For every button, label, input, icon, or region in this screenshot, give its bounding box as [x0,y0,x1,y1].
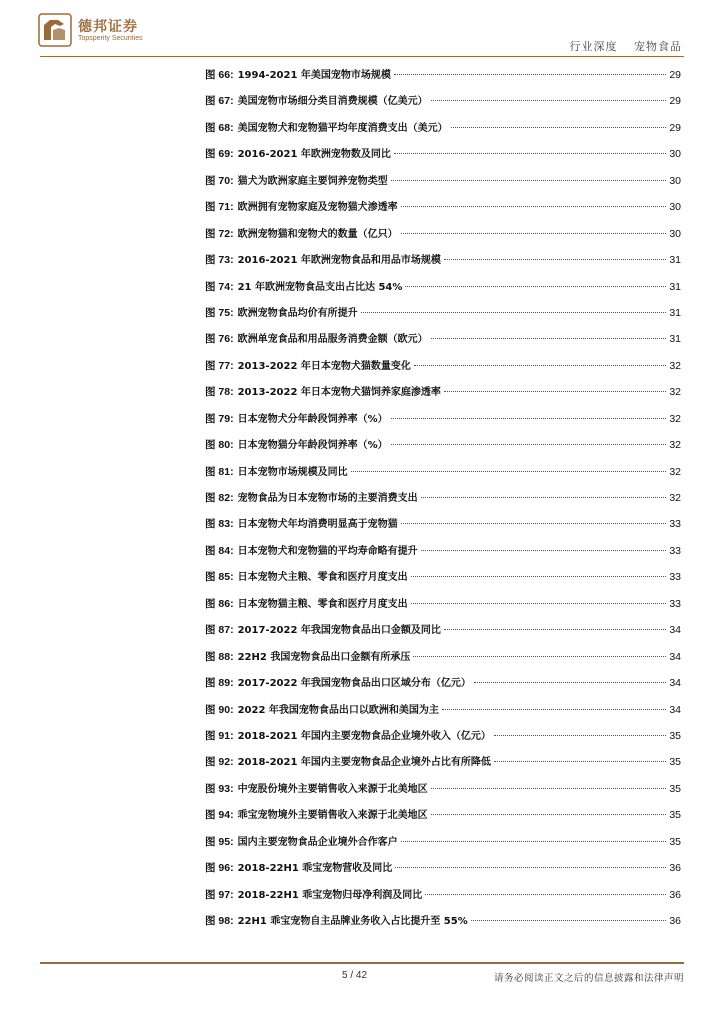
dot-leader [421,497,667,498]
dot-leader [391,444,667,445]
dot-leader [442,709,666,710]
figure-title: 2018-2021 年国内主要宠物食品企业境外收入（亿元） [237,730,491,742]
page-number: 34 [669,650,681,663]
figure-title: 2022 年我国宠物食品出口以欧洲和美国为主 [237,704,439,716]
dot-leader [411,603,667,604]
figure-title: 2016-2021 年欧洲宠物数及同比 [237,149,391,161]
toc-entry[interactable] [205,541,681,567]
figure-number: 图 68: [205,121,234,134]
figure-number: 图 86: [205,597,234,610]
figure-title: 日本宠物猫分年龄段饲养率（%） [237,440,388,452]
figure-number: 图 66: [205,69,234,81]
figure-title: 日本宠物犬分年龄段饲养率（%） [237,413,388,425]
page-number: 35 [669,729,681,742]
dot-leader [405,286,666,287]
figure-number: 图 70: [205,174,234,187]
dot-leader [413,656,666,657]
toc-entry[interactable] [205,567,681,593]
figure-number: 图 84: [205,544,234,557]
figure-number: 图 73: [205,254,234,267]
dot-leader [471,920,667,921]
page-number: 30 [669,148,681,161]
figure-list [205,65,681,937]
dot-leader [421,550,667,551]
dot-leader [394,153,666,154]
figure-title: 猫犬为欧洲家庭主要饲养宠物类型 [237,175,388,187]
legal-disclaimer: 请务必阅读正文之后的信息披露和法律声明 [493,973,684,984]
dot-leader [391,418,667,419]
dot-leader [444,391,666,392]
toc-entry[interactable] [205,779,681,805]
page-indicator: 5 / 42 [342,970,368,981]
figure-title: 2018-22H1 乖宝宠物归母净利润及同比 [237,889,423,901]
dot-leader [431,338,667,339]
figure-number: 图 76: [205,333,234,346]
toc-entry[interactable] [205,462,681,488]
dot-leader [494,761,666,762]
figure-number: 图 78: [205,386,234,399]
figure-title: 2016-2021 年欧洲宠物食品和用品市场规模 [237,255,441,267]
figure-title: 欧洲宠物食品均价有所提升 [237,307,358,319]
page-number: 35 [669,756,681,769]
figure-title: 2018-2021 年国内主要宠物食品企业境外占比有所降低 [237,757,491,769]
figure-title: 日本宠物市场规模及同比 [237,466,348,478]
toc-entry[interactable] [205,197,681,223]
toc-entry[interactable] [205,858,681,884]
figure-number: 图 94: [205,809,234,822]
dot-leader [474,682,666,683]
page-number: 30 [669,174,681,187]
page-number: 36 [669,862,681,875]
page-number: 32 [669,359,681,372]
figure-number: 图 74: [205,280,234,293]
report-topic: 宠物食品 [634,40,682,53]
page-number: 35 [669,835,681,848]
toc-entry[interactable] [205,594,681,620]
page-header [0,0,724,60]
toc-entry[interactable] [205,65,681,91]
toc-entry[interactable] [205,329,681,355]
header-divider [40,56,684,57]
page-number: 31 [669,306,681,319]
figure-number: 图 91: [205,729,234,742]
figure-title: 乖宝宠物境外主要销售收入来源于北美地区 [237,810,428,822]
figure-title: 日本宠物犬和宠物猫的平均寿命略有提升 [237,545,418,557]
figure-title: 日本宠物猫主粮、零食和医疗月度支出 [237,598,408,610]
figure-title: 美国宠物市场细分类目消费规模（亿美元） [237,96,428,108]
figure-number: 图 82: [205,492,234,504]
page-number: 31 [669,333,681,346]
toc-entry[interactable] [205,91,681,117]
toc-entry[interactable] [205,911,681,937]
figure-title: 欧洲拥有宠物家庭及宠物猫犬渗透率 [237,202,398,214]
dot-leader [494,735,666,736]
figure-number: 图 75: [205,306,234,319]
page-number: 34 [669,703,681,716]
toc-entry[interactable] [205,885,681,911]
page-number: 32 [669,465,681,478]
toc-entry[interactable] [205,726,681,752]
figure-title: 美国宠物犬和宠物猫平均年度消费支出（美元） [237,122,448,134]
page-number: 29 [669,121,681,134]
dot-leader [431,788,667,789]
figure-number: 图 81: [205,465,234,478]
figure-number: 图 90: [205,703,234,716]
dot-leader [401,523,667,524]
figure-number: 图 92: [205,756,234,769]
logo-mark-icon [38,13,72,47]
figure-title: 欧洲单宠食品和用品服务消费金额（欧元） [237,334,428,346]
logo-english-name: Topsperity Securities [78,35,143,42]
dot-leader [395,867,666,868]
toc-entry[interactable] [205,382,681,408]
figure-title: 22H2 我国宠物食品出口金额有所承压 [237,651,411,663]
page-number: 30 [669,227,681,240]
toc-entry[interactable] [205,277,681,303]
report-category: 行业深度 [569,40,618,53]
dot-leader [401,206,667,207]
figure-title: 2013-2022 年日本宠物犬猫数量变化 [237,360,411,372]
dot-leader [361,312,667,313]
page-number: 36 [669,915,681,927]
toc-entry[interactable] [205,171,681,197]
page-number: 32 [669,492,681,504]
footer-divider [40,962,684,964]
dot-leader [401,841,667,842]
page-number: 33 [669,518,681,531]
dot-leader [351,471,667,472]
dot-leader [444,259,666,260]
figure-number: 图 83: [205,518,234,531]
figure-title: 22H1 乖宝宠物自主品牌业务收入占比提升至 55% [237,916,468,927]
toc-entry[interactable] [205,409,681,435]
page-number: 35 [669,782,681,795]
page-number: 32 [669,386,681,399]
figure-number: 图 89: [205,677,234,690]
figure-title: 日本宠物犬年均消费明显高于宠物猫 [237,519,398,531]
page-number: 30 [669,201,681,214]
page-number: 31 [669,280,681,293]
figure-title: 21 年欧洲宠物食品支出占比达 54% [237,281,403,293]
page-number: 31 [669,254,681,267]
dot-leader [431,814,667,815]
dot-leader [431,100,667,101]
toc-entry[interactable] [205,250,681,276]
figure-number: 图 97: [205,888,234,901]
page-number: 36 [669,888,681,901]
figure-title: 2017-2022 年我国宠物食品出口区域分布（亿元） [237,678,471,690]
header-labels [570,38,683,54]
dot-leader [414,365,666,366]
toc-entry[interactable] [205,805,681,831]
toc-entry[interactable] [205,673,681,699]
page-number: 35 [669,809,681,822]
toc-entry[interactable] [205,514,681,540]
toc-entry[interactable] [205,224,681,250]
dot-leader [425,894,666,895]
dot-leader [411,576,667,577]
dot-leader [451,127,667,128]
figure-number: 图 71: [205,201,234,214]
toc-entry[interactable] [205,488,681,514]
toc-entry[interactable] [205,303,681,329]
page-number: 32 [669,412,681,425]
page-number: 33 [669,571,681,584]
toc-entry[interactable] [205,144,681,170]
toc-entry[interactable] [205,356,681,382]
figure-title: 日本宠物犬主粮、零食和医疗月度支出 [237,572,408,584]
company-logo [38,13,198,49]
figure-number: 图 72: [205,227,234,240]
toc-entry[interactable] [205,752,681,778]
toc-entry[interactable] [205,620,681,646]
page-number: 33 [669,544,681,557]
toc-entry[interactable] [205,832,681,858]
figure-number: 图 98: [205,915,234,927]
figure-title: 2017-2022 年我国宠物食品出口金额及同比 [237,625,441,637]
dot-leader [391,180,667,181]
figure-number: 图 88: [205,650,234,663]
page-number: 34 [669,677,681,690]
figure-number: 图 67: [205,95,234,108]
figure-number: 图 96: [205,862,234,875]
toc-entry[interactable] [205,700,681,726]
dot-leader [444,629,666,630]
toc-entry[interactable] [205,435,681,461]
figure-number: 图 87: [205,624,234,637]
page-number: 33 [669,597,681,610]
page-number: 29 [669,95,681,108]
page-number: 32 [669,439,681,452]
figure-title: 2018-22H1 乖宝宠物营收及同比 [237,863,393,875]
figure-number: 图 77: [205,359,234,372]
figure-number: 图 93: [205,782,234,795]
figure-title: 宠物食品为日本宠物市场的主要消费支出 [237,493,418,504]
figure-title: 欧洲宠物猫和宠物犬的数量（亿只） [237,228,398,240]
figure-number: 图 95: [205,835,234,848]
figure-number: 图 79: [205,412,234,425]
figure-title: 2013-2022 年日本宠物犬猫饲养家庭渗透率 [237,387,441,399]
figure-number: 图 80: [205,439,234,452]
figure-number: 图 85: [205,571,234,584]
dot-leader [394,74,666,75]
dot-leader [401,233,667,234]
figure-title: 中宠股份境外主要销售收入来源于北美地区 [237,783,428,795]
figure-number: 图 69: [205,148,234,161]
toc-entry[interactable] [205,118,681,144]
toc-entry[interactable] [205,647,681,673]
figure-title: 1994-2021 年美国宠物市场规模 [237,70,391,81]
logo-chinese-name: 德邦证券 [78,19,138,35]
figure-title: 国内主要宠物食品企业境外合作客户 [237,836,398,848]
page-number: 34 [669,624,681,637]
page-number: 29 [669,69,681,81]
